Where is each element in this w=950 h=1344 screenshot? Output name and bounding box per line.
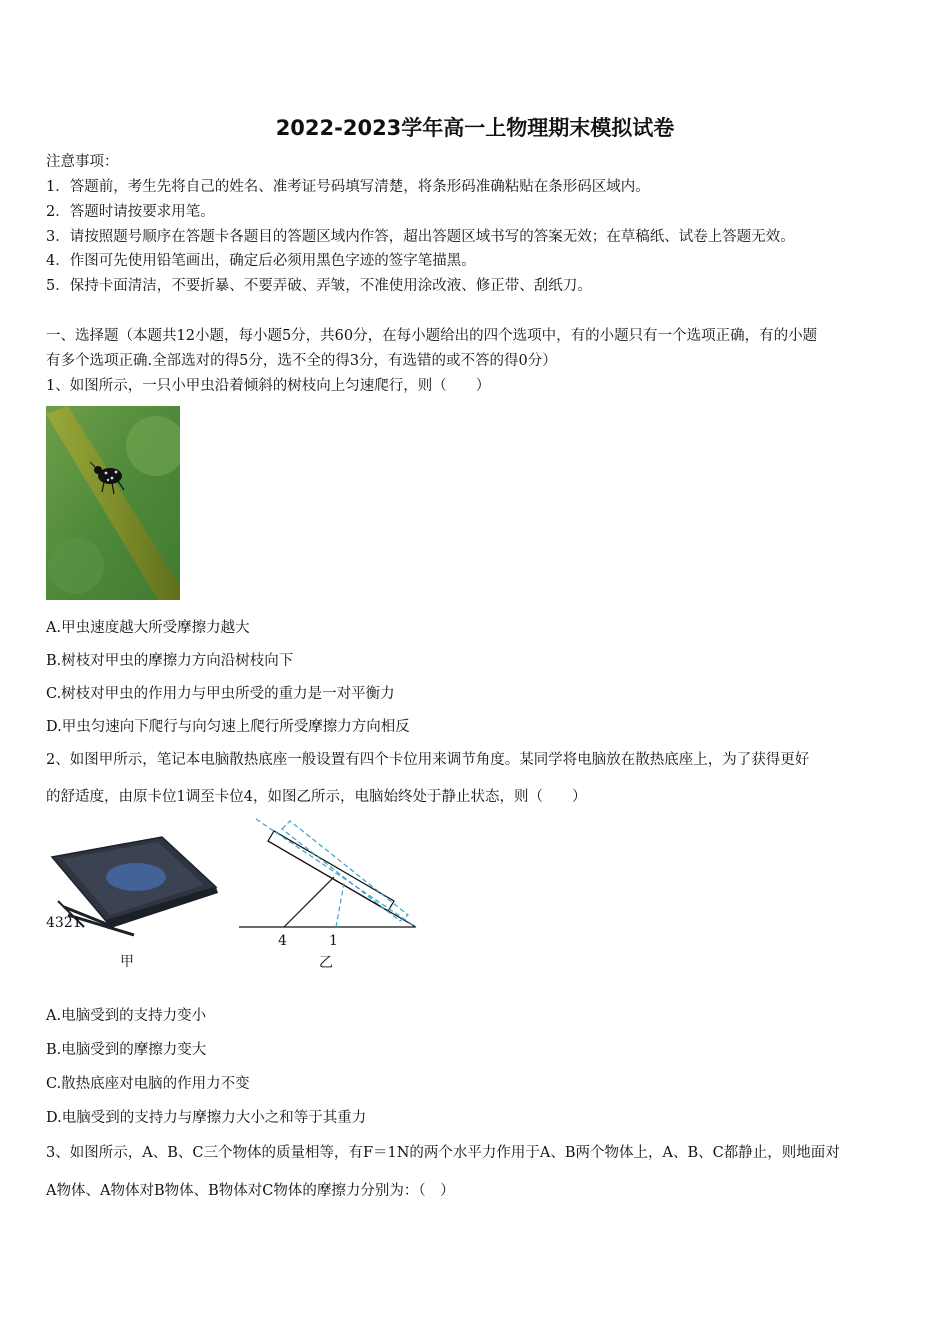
question-1-option-c: C.树枝对甲虫的作用力与甲虫所受的重力是一对平衡力 [46,686,395,702]
laptop-stand-diagram [44,815,424,975]
section-instructions: 一、选择题（本题共12小题，每小题5分，共60分，在每小题给出的四个选项中，有的小题只有一个选项正确，有的小题 [46,328,818,344]
section-instructions: 有多个选项正确.全部选对的得5分，选不全的得3分，有选错的或不答的得0分） [46,353,557,369]
exam-title: 2022-2023学年高一上物理期末模拟试卷 [275,116,675,140]
beetle-on-branch-photo [46,406,180,600]
question-1-option-b: B.树枝对甲虫的摩擦力方向沿树枝向下 [46,653,294,669]
laptop-stand-figure [44,815,424,975]
question-2-option-c: C.散热底座对电脑的作用力不变 [46,1076,250,1092]
question-2-option-a: A.电脑受到的支持力变小 [46,1008,207,1024]
beetle-photo-graphic [46,406,180,600]
slot-label-1: 1 [329,933,338,949]
figure-caption-yi: 乙 [319,955,333,971]
note-item: 3．请按照题号顺序在答题卡各题目的答题区域内作答，超出答题区域书写的答案无效；在草稿纸、试卷上答题无效。 [46,229,795,245]
note-item: 2．答题时请按要求用笔。 [46,204,215,220]
notes-heading: 注意事项： [46,154,119,170]
question-2-stem: 2、如图甲所示，笔记本电脑散热底座一般设置有四个卡位用来调节角度。某同学将电脑放在散热底座上，为了获得更好 [46,752,810,768]
question-2-option-b: B.电脑受到的摩擦力变大 [46,1042,207,1058]
question-3-stem: 3、如图所示，A、B、C三个物体的质量相等，有F＝1N的两个水平力作用于A、B两个物体上，A、B、C都静止，则地面对 [46,1145,840,1161]
question-3-stem: A物体、A物体对B物体、B物体对C物体的摩擦力分别为：（ ） [46,1183,455,1199]
note-item: 5．保持卡面清洁，不要折暴、不要弄破、弄皱，不准使用涂改液、修正带、刮纸刀。 [46,278,592,294]
question-2-stem: 的舒适度，由原卡位1调至卡位4，如图乙所示，电脑始终处于静止状态，则（ ） [46,789,587,805]
question-1-option-d: D.甲虫匀速向下爬行与向匀速上爬行所受摩擦力方向相反 [46,719,410,735]
question-1-stem: 1、如图所示，一只小甲虫沿着倾斜的树枝向上匀速爬行，则（ ） [46,378,491,394]
angle-diagram [239,819,416,927]
slot-labels: 4321 [46,915,82,931]
note-item: 1．答题前，考生先将自己的姓名、准考证号码填写清楚，将条形码准确粘贴在条形码区域内。 [46,179,650,195]
question-2-option-d: D.电脑受到的支持力与摩擦力大小之和等于其重力 [46,1110,367,1126]
slot-label-4: 4 [278,933,287,949]
question-1-option-a: A.甲虫速度越大所受摩擦力越大 [46,620,250,636]
note-item: 4．作图可先使用铅笔画出，确定后必须用黑色字迹的签字笔描黑。 [46,253,476,269]
figure-caption-jia: 甲 [120,954,134,970]
